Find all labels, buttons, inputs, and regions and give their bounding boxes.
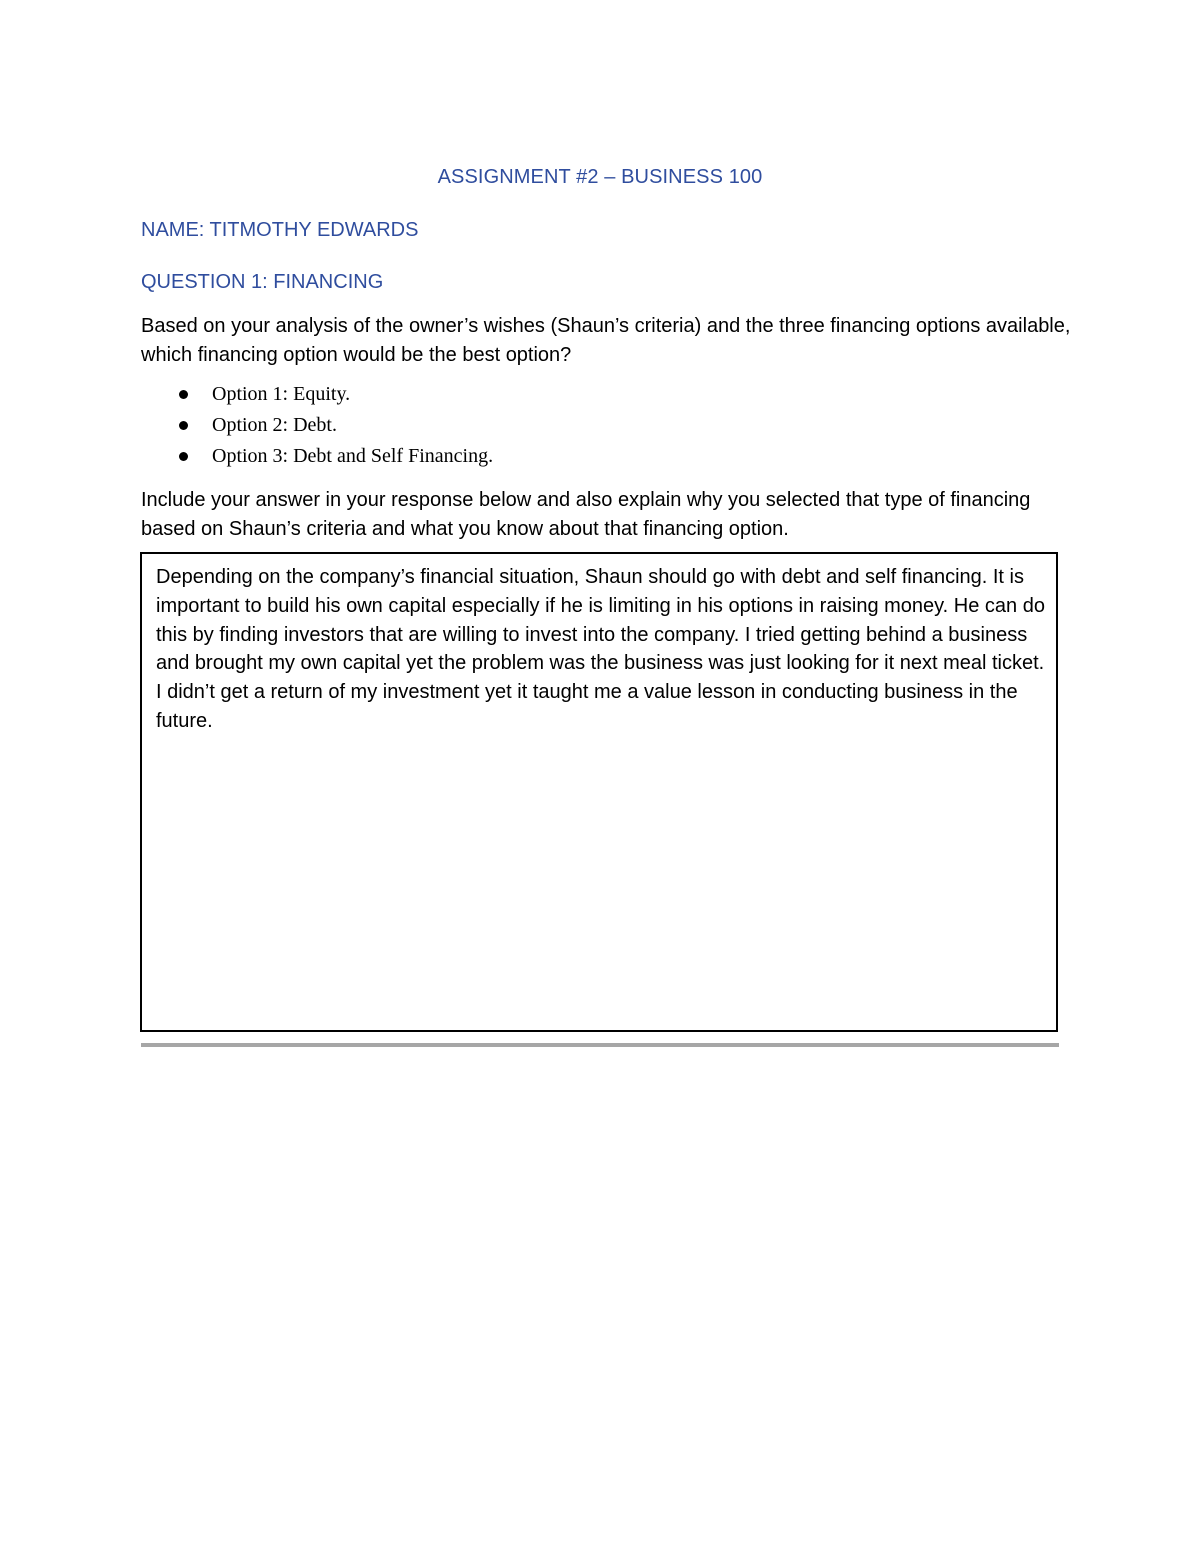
question-heading: QUESTION 1: FINANCING [141,271,384,293]
option-item [176,410,493,441]
document-title: ASSIGNMENT #2 – BUSINESS 100 [437,166,763,188]
horizontal-divider [141,1043,1059,1047]
bullet-icon [179,390,188,399]
question-text: Based on your analysis of the owner’s wishes (Shaun’s criteria) and the three financing options available, which financing option would be the best option? [141,315,1071,366]
option-label: Option 1: Equity. [212,383,351,405]
answer-text: Depending on the company’s financial situation, Shaun should go with debt and self financing. It is important to build his own capital especially if he is limiting in his options in raising money. He can do this by finding investors that are willing to invest into the company. I tried getting behind a business and brought my own capital yet the problem was the business was just looking for it next meal ticket. I didn’t get a return of my investment yet it taught me a value lesson in conducting business in the future. [156,566,1045,732]
bullet-icon [179,452,188,461]
option-item [176,441,493,472]
student-name-heading: NAME: TITMOTHY EDWARDS [141,219,419,241]
option-item [176,379,493,410]
bullet-icon [179,421,188,430]
option-label: Option 2: Debt. [212,414,337,436]
answer-box[interactable] [140,552,1058,1032]
options-list [176,379,493,472]
instructions-text: Include your answer in your response below and also explain why you selected that type of financing based on Shaun’s criteria and what you know about that financing option. [141,489,1031,540]
option-label: Option 3: Debt and Self Financing. [212,445,494,467]
